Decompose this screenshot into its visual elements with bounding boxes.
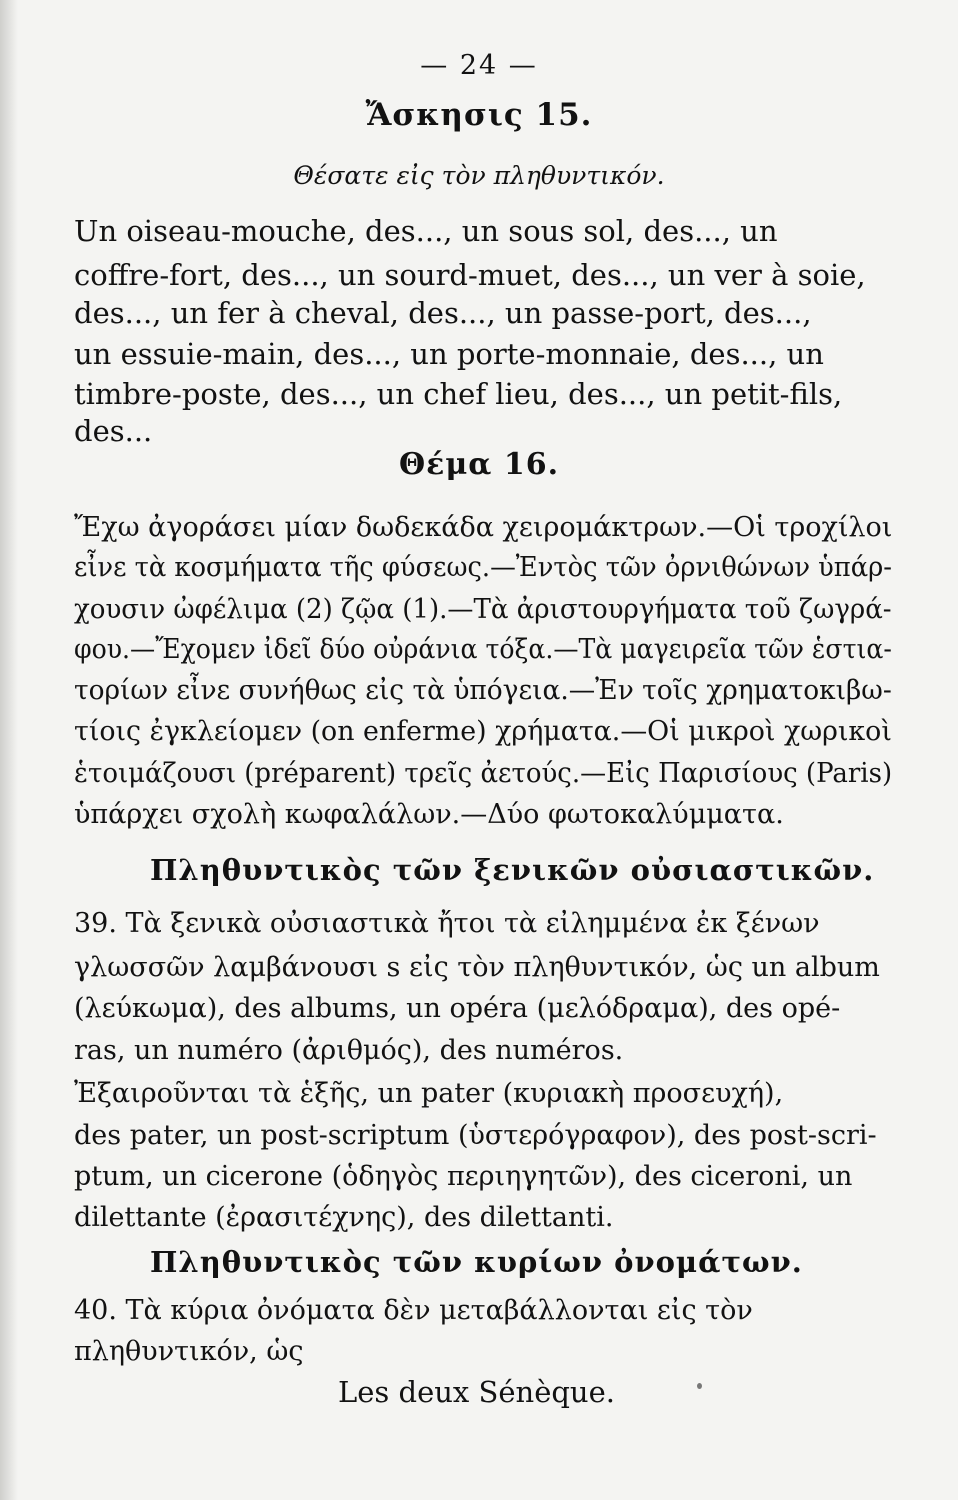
exercise-line: Un oiseau-mouche, des..., un sous sol, des..., un xyxy=(74,214,778,248)
exercise-line: un essuie-main, des..., un porte-monnaie, des..., un xyxy=(74,337,824,371)
page-binding-shadow xyxy=(0,0,18,1500)
rule-39-line: des pater, un post-scriptum (ὑστερόγραφον), des post-scri- xyxy=(74,1120,877,1151)
ink-speck xyxy=(697,1383,702,1389)
section-heading-foreign-nouns: Πληθυντικὸς τῶν ξενικῶν οὐσιαστικῶν. xyxy=(150,853,875,887)
exercise-line: coffre-fort, des..., un sourd-muet, des..., un ver à soie, xyxy=(74,258,866,292)
rule-39-line: 39. Τὰ ξενικὰ οὐσιαστικὰ ἤτοι τὰ εἰλημμένα ἐκ ξένων xyxy=(74,908,820,939)
rule-39-line: (λεύκωμα), des albums, un opéra (μελόδραμα), des opé- xyxy=(74,993,841,1024)
exercise-title: Ἄσκησις 15. xyxy=(365,97,593,133)
example-line: Les deux Sénèque. xyxy=(338,1375,615,1409)
exercise-instruction: Θέσατε εἰς τὸν πληθυντικόν. xyxy=(293,161,665,190)
rule-39-line: ras, un numéro (ἀριθμός), des numéros. xyxy=(74,1035,624,1066)
exercise-line: des..., un fer à cheval, des..., un passe-port, des..., xyxy=(74,296,812,330)
rule-39-line: dilettante (ἐρασιτέχνης), des dilettanti. xyxy=(74,1202,614,1233)
theme-line: ὑπάρχει σχολὴ κωφαλάλων.—Δύο φωτοκαλύμματα. xyxy=(74,799,784,830)
rule-39-line: γλωσσῶν λαμβάνουσι s εἰς τὸν πληθυντικόν, ὡς un album xyxy=(74,952,880,983)
rule-40-line: πληθυντικόν, ὡς xyxy=(74,1336,304,1367)
theme-line: ἑτοιμάζουσι (préparent) τρεῖς ἀετούς.—Εἰς Παρισίους (Paris) xyxy=(74,758,893,789)
theme-line: εἶνε τὰ κοσμήματα τῆς φύσεως.—Ἐντὸς τῶν ὀρνιθώνων ὑπάρ- xyxy=(74,552,892,583)
theme-line: τορίων εἶνε συνήθως εἰς τὰ ὑπόγεια.—Ἐν τοῖς χρηματοκιβω- xyxy=(74,675,892,706)
rule-39-line: Ἐξαιροῦνται τὰ ἑξῆς, un pater (κυριακὴ προσευχή), xyxy=(74,1078,784,1109)
section-heading-proper-nouns: Πληθυντικὸς τῶν κυρίων ὀνομάτων. xyxy=(150,1245,803,1279)
theme-line: φου.—Ἔχομεν ἰδεῖ δύο οὐράνια τόξα.—Τὰ μαγειρεῖα τῶν ἑστια- xyxy=(74,634,892,665)
exercise-line: des... xyxy=(74,414,153,448)
theme-line: τίοις ἐγκλείομεν (on enferme) χρήματα.—Οἱ μικροὶ χωρικοὶ xyxy=(74,716,892,747)
page-number: — 24 — xyxy=(420,50,538,81)
theme-title: Θέμα 16. xyxy=(398,447,560,482)
rule-39-line: ptum, un cicerone (ὁδηγὸς περιηγητῶν), des ciceroni, un xyxy=(74,1161,853,1192)
rule-40-line: 40. Τὰ κύρια ὀνόματα δὲν μεταβάλλονται εἰς τὸν xyxy=(74,1295,753,1326)
theme-line: Ἔχω ἀγοράσει μίαν δωδεκάδα χειρομάκτρων.—Οἱ τροχίλοι xyxy=(74,512,893,543)
exercise-line: timbre-poste, des..., un chef lieu, des..., un petit-fils, xyxy=(74,377,843,411)
theme-line: χουσιν ὠφέλιμα (2) ζῷα (1).—Τὰ ἀριστουργήματα τοῦ ζωγρά- xyxy=(74,594,892,625)
